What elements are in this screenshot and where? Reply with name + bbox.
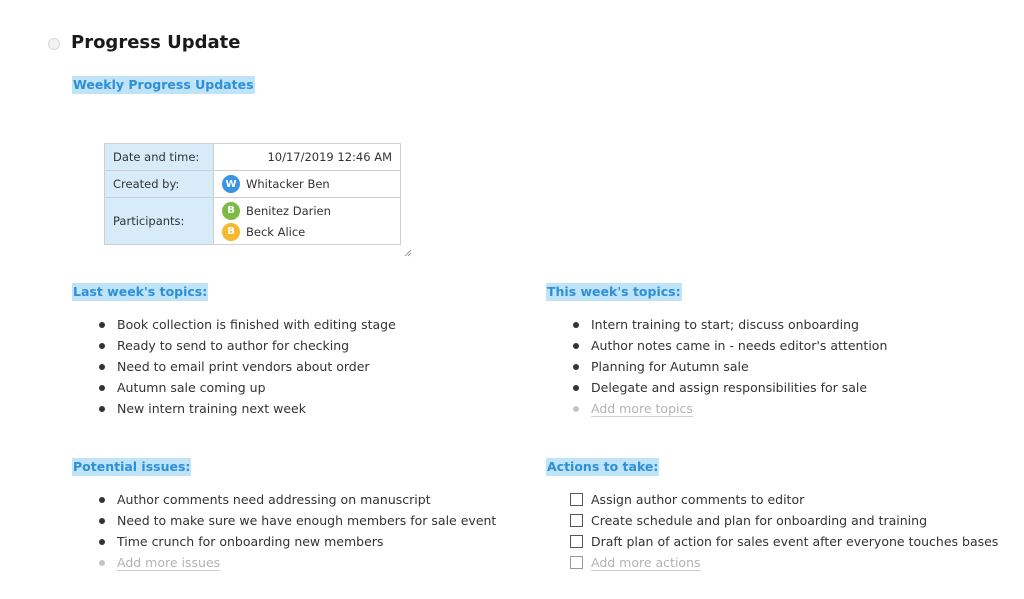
checkbox[interactable] — [570, 493, 583, 506]
bullet-icon — [573, 322, 579, 328]
list-item[interactable] — [117, 489, 496, 510]
add-more-actions-text[interactable]: Add more actions — [591, 555, 701, 570]
bullet-icon — [573, 406, 579, 412]
list-item-text: Time crunch for onboarding new members — [117, 534, 384, 549]
actions-list — [591, 489, 998, 573]
action-item-text[interactable]: Assign author comments to editor — [591, 492, 805, 507]
list-item-text: Author notes came in - needs editor's attention — [591, 338, 888, 353]
avatar: W — [222, 175, 240, 193]
action-item — [591, 510, 998, 531]
last-week-heading-container — [72, 281, 208, 300]
action-item-text[interactable]: Draft plan of action for sales event after everyone touches bases — [591, 534, 999, 549]
participant[interactable] — [222, 221, 392, 242]
list-item-text: Planning for Autumn sale — [591, 359, 749, 374]
bullet-icon — [573, 364, 579, 370]
page-title: Progress Update — [71, 32, 241, 53]
avatar: B — [222, 223, 240, 241]
participants-label: Participants: — [105, 198, 214, 245]
action-item-text[interactable]: Create schedule and plan for onboarding and training — [591, 513, 927, 528]
bullet-icon — [99, 364, 105, 370]
table-resize-icon[interactable] — [404, 249, 412, 257]
list-item-text: Delegate and assign responsibilities for sale — [591, 380, 868, 395]
page-subtitle: Weekly Progress Updates — [73, 77, 254, 92]
table-row — [105, 144, 401, 171]
add-more-topics-text[interactable]: Add more topics — [591, 401, 693, 416]
created-by-label: Created by: — [105, 171, 214, 198]
list-item[interactable] — [591, 314, 887, 335]
participant-name: Benitez Darien — [246, 203, 331, 218]
page-status-circle-icon[interactable] — [48, 38, 60, 50]
list-item-text: Need to make sure we have enough members for sale event — [117, 513, 497, 528]
bullet-icon — [99, 385, 105, 391]
this-week-heading-container — [546, 281, 682, 300]
bullet-icon — [99, 560, 105, 566]
checkbox[interactable] — [570, 535, 583, 548]
checkbox[interactable] — [570, 556, 583, 569]
list-item[interactable] — [117, 377, 396, 398]
action-item — [591, 489, 998, 510]
add-more-issues-text[interactable]: Add more issues — [117, 555, 221, 570]
list-item-text: Autumn sale coming up — [117, 380, 266, 395]
checkbox[interactable] — [570, 514, 583, 527]
list-item[interactable] — [591, 356, 887, 377]
bullet-icon — [99, 406, 105, 412]
issues-heading-container — [72, 456, 191, 475]
actions-heading-container — [546, 456, 659, 475]
list-item-text: Ready to send to author for checking — [117, 338, 350, 353]
list-item-text: Author comments need addressing on manuscript — [117, 492, 431, 507]
bullet-icon — [99, 322, 105, 328]
add-more-actions — [591, 552, 998, 573]
list-item[interactable] — [117, 356, 396, 377]
bullet-icon — [99, 343, 105, 349]
bullet-icon — [99, 497, 105, 503]
participants-cell[interactable] — [214, 198, 401, 245]
bullet-icon — [99, 539, 105, 545]
issues-list — [117, 489, 496, 573]
add-more-topics[interactable] — [591, 398, 887, 419]
participant[interactable] — [222, 200, 392, 221]
list-item[interactable] — [117, 335, 396, 356]
action-item — [591, 531, 998, 552]
list-item[interactable] — [591, 335, 887, 356]
list-item[interactable] — [117, 510, 496, 531]
list-item-text: Need to email print vendors about order — [117, 359, 370, 374]
bullet-icon — [99, 518, 105, 524]
avatar: B — [222, 202, 240, 220]
list-item[interactable] — [117, 531, 496, 552]
list-item-text: New intern training next week — [117, 401, 306, 416]
last-week-list — [117, 314, 396, 419]
bullet-icon — [573, 343, 579, 349]
actions-heading: Actions to take: — [547, 459, 659, 474]
bullet-icon — [573, 385, 579, 391]
page-subtitle-container — [72, 74, 255, 93]
add-more-issues[interactable] — [117, 552, 496, 573]
list-item[interactable] — [117, 398, 396, 419]
participant-name: Beck Alice — [246, 224, 306, 239]
creator-name: Whitacker Ben — [246, 177, 330, 191]
last-week-heading: Last week's topics: — [73, 284, 208, 299]
date-label: Date and time: — [105, 144, 214, 171]
creator[interactable] — [222, 174, 392, 195]
issues-heading: Potential issues: — [73, 459, 191, 474]
meeting-info-table — [104, 143, 401, 245]
table-row — [105, 198, 401, 245]
list-item[interactable] — [117, 314, 396, 335]
table-row — [105, 171, 401, 198]
date-value[interactable]: 10/17/2019 12:46 AM — [214, 144, 401, 171]
this-week-list — [591, 314, 887, 419]
list-item[interactable] — [591, 377, 887, 398]
list-item-text: Book collection is finished with editing stage — [117, 317, 396, 332]
creator-cell[interactable] — [214, 171, 401, 198]
this-week-heading: This week's topics: — [547, 284, 681, 299]
list-item-text: Intern training to start; discuss onboarding — [591, 317, 859, 332]
